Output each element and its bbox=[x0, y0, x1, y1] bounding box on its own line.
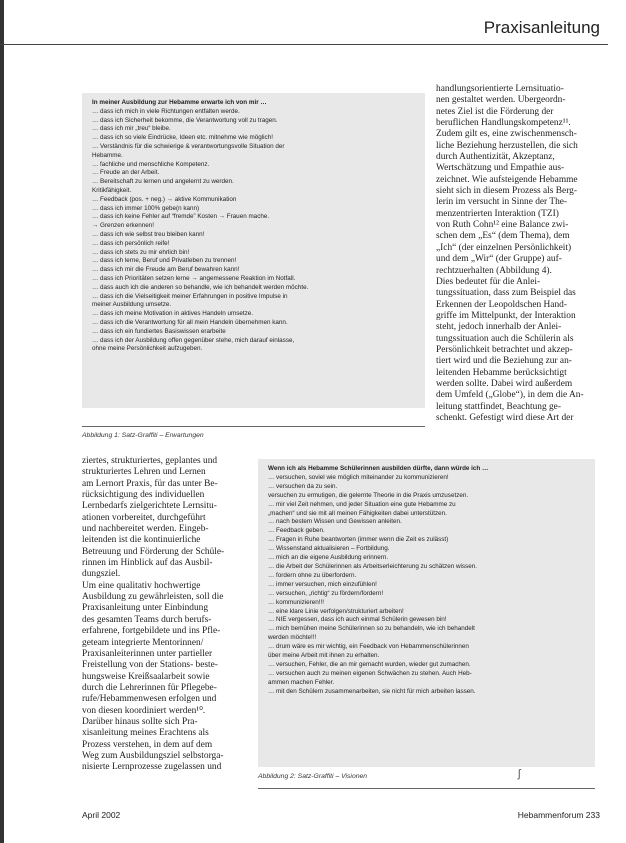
text-line: liche Beziehung herzustellen, die sich bbox=[436, 140, 578, 151]
section-header: Praxisanleitung bbox=[483, 18, 600, 37]
text-line: beruflichen Handlungskompetenz¹¹. bbox=[436, 118, 571, 129]
figure-2-line: … eine klare Linie verfolgen/strukturiert arbeiten! bbox=[268, 607, 404, 615]
caption-1-rule bbox=[82, 426, 425, 427]
text-line: erfahrene, fortgebildete und ins Pfle- bbox=[82, 626, 221, 637]
text-line: xisanleitung meines Erachtens als bbox=[82, 728, 209, 739]
figure-1-line: … dass ich ein fundiertes Basiswissen erarbeite bbox=[92, 327, 226, 335]
figure-1-line: … dass ich mir die Freude am Beruf bewahren kann! bbox=[92, 266, 240, 274]
figure-1-line: … Feedback (pos. + neg.) → aktive Kommunikation bbox=[92, 195, 237, 203]
text-line: Wertschätzung und Empathie aus- bbox=[436, 163, 565, 174]
figure-2-line: … Fragen in Ruhe beantworten (immer wenn die Zeit es zulässt) bbox=[268, 536, 449, 544]
text-line: leitenden Hebamme berücksichtigt bbox=[436, 367, 567, 378]
figure-1-line: Kritikfähigkeit. bbox=[92, 186, 132, 194]
figure-1-line: … dass ich immer 100% gebe(n kann) bbox=[92, 204, 200, 212]
text-line: Freistellung von der Stations- beste- bbox=[82, 660, 218, 671]
figure-1-line: … dass ich meine Motivation in aktives Handeln umsetze. bbox=[92, 310, 253, 318]
figure-1-line: … dass ich die Vielseitigkeit meiner Erfahrungen in positive Impulse in bbox=[92, 292, 288, 300]
figure-1-line: … dass ich persönlich reife! bbox=[92, 239, 170, 247]
text-line: netes Ziel ist die Förderung der bbox=[436, 106, 554, 117]
figure-2-line: … mit den Schülern zusammenarbeiten, sie nicht für mich arbeiten lassen. bbox=[268, 687, 476, 695]
figure-1-line: … dass ich die Verantwortung für all mein Handeln übernehmen kann. bbox=[92, 318, 288, 326]
figure-2-line: … immer versuchen, mich einzufühlen! bbox=[268, 580, 377, 588]
figure-2-line: … kommunizieren!!! bbox=[268, 598, 324, 606]
figure-2-line: … mich bemühen meine Schülerinnen so zu behandeln, wie ich behandelt bbox=[268, 625, 475, 633]
figure-2-line: über meine Arbeit mit ihnen zu erhalten. bbox=[268, 652, 380, 660]
left-column-text bbox=[82, 456, 247, 774]
text-line: Ausbildung zu gewährleisten, soll die bbox=[82, 592, 224, 603]
text-line: rufe/Hebammenwesen erfolgen und bbox=[82, 694, 217, 705]
text-line: dungsziel. bbox=[82, 569, 121, 580]
figure-1-line: → Grenzen erkennen! bbox=[92, 222, 154, 230]
figure-2-line: … mich an die eigene Ausbildung erinnern. bbox=[268, 554, 389, 562]
figure-1-line: … dass ich Sicherheit bekomme, die Verantwortung voll zu tragen. bbox=[92, 116, 278, 124]
figure-2-line: ammen machen Fehler. bbox=[268, 678, 335, 686]
figure-1-line: … fachliche und menschliche Kompetenz. bbox=[92, 160, 210, 168]
footer-journal-page: Hebammenforum 233 bbox=[517, 810, 600, 820]
figure-1-line: … dass ich so viele Eindrücke, Ideen etc. mitnehme wie möglich! bbox=[92, 134, 273, 142]
text-line: „Ich“ (der einzelnen Persönlichkeit) bbox=[436, 242, 572, 253]
figure-2-line: … NIE vergessen, dass ich auch einmal Schülerin gewesen bin! bbox=[268, 616, 447, 624]
figure-2-line: … versuchen auch zu meinen eigenen Schwächen zu stehen. Auch Heb- bbox=[268, 669, 472, 677]
figure-2-line: … die Arbeit der Schülerinnen als Arbeitserleichterung zu schätzen wissen. bbox=[268, 562, 477, 570]
text-line: des gesamten Teams durch berufs- bbox=[82, 614, 212, 625]
text-line: Um eine qualitativ hochwertige bbox=[82, 580, 201, 591]
figure-1-line: … dass ich der Ausbildung offen gegenüber stehe, mich darauf einlasse, bbox=[92, 336, 295, 344]
text-line: Persönlichkeit betrachtet und akzep- bbox=[436, 344, 573, 355]
text-line: schenkt. Gefestigt wird diese Art der bbox=[436, 412, 574, 423]
text-line: Praxisanleitung unter Einbindung bbox=[82, 603, 209, 614]
figure-1-line: … Freude an der Arbeit. bbox=[92, 169, 160, 177]
text-line: Zudem gilt es, eine zwischenmensch- bbox=[436, 129, 577, 140]
figure-1-line: … dass auch ich die anderen so behandle, wie ich behandelt werden möchte. bbox=[92, 283, 309, 291]
figure-1-line: … dass ich keine Fehler auf “fremde” Kosten → Frauen mache. bbox=[92, 213, 270, 221]
figure-2-lines bbox=[268, 474, 589, 697]
figure-1-caption: Abbildung 1: Satz-Graffiti – Erwartungen bbox=[82, 432, 204, 439]
figure-1-line: … dass ich wie selbst treu bleiben kann! bbox=[92, 230, 205, 238]
text-line: sieht sich in diesem Prozess als Berg- bbox=[436, 186, 577, 197]
figure-1-content bbox=[92, 99, 419, 354]
text-line: ziertes, strukturiertes, geplantes und bbox=[82, 456, 218, 466]
text-line: hungsweise Kreißsaalarbeit sowie bbox=[82, 671, 210, 682]
figure-2-line: „machen“ und sie mit all meinen Fähigkeiten dabei unterstützen. bbox=[268, 509, 447, 517]
text-line: Praxisanleiterinnen unter partieller bbox=[82, 648, 213, 659]
text-line: durch die Lehrerinnen für Pflegebe- bbox=[82, 682, 217, 693]
text-line: strukturiertes Lehren und Lernen bbox=[82, 467, 206, 478]
text-line: handlungsorientierte Lernsituatio- bbox=[436, 84, 564, 94]
figure-1-line: … dass ich mir „treu“ bleibe. bbox=[92, 125, 171, 133]
text-line: Weg zum Ausbildungsziel selbstorga- bbox=[82, 750, 224, 761]
figure-2-line: … versuchen, Fehler, die an mir gemacht wurden, wieder gut zumachen. bbox=[268, 660, 471, 668]
text-line: menzentrierten Interaktion (TZI) bbox=[436, 208, 559, 219]
figure-1-line: … dass ich stets zu mir ehrlich bin! bbox=[92, 248, 190, 256]
text-line: und nachbereitet werden. Eingeb- bbox=[82, 524, 209, 535]
right-column-text bbox=[436, 84, 604, 424]
text-line: Darüber hinaus sollte sich Pra- bbox=[82, 716, 198, 727]
text-line: dem Umfeld („Globe“), in dem die An- bbox=[436, 390, 584, 401]
text-line: nen gestaltet werden. Übergeordn- bbox=[436, 95, 566, 106]
text-line: Erkennen der Leopoldschen Hand- bbox=[436, 299, 567, 310]
figure-1-line: … Verständnis für die schwierige & verantwortungsvolle Situation der bbox=[92, 142, 285, 150]
figure-2-line: … nach bestem Wissen und Gewissen anleiten. bbox=[268, 518, 402, 526]
figure-1-line: … dass ich mich in viele Richtungen entfalten werde. bbox=[92, 107, 240, 115]
text-line: zeichnet. Wie aufsteigende Hebamme bbox=[436, 174, 578, 185]
margin-mark: ʃ bbox=[518, 768, 521, 780]
text-line: von diesen koordiniert werden¹⁰. bbox=[82, 705, 206, 716]
figure-2-line: … Feedback geben. bbox=[268, 527, 325, 535]
text-line: am Lernort Praxis, für das unter Be- bbox=[82, 478, 218, 489]
text-line: tungssituation auch die Schülerin als bbox=[436, 333, 574, 344]
figure-2-line: … Wissenstand aktualisieren – Fortbildung. bbox=[268, 545, 390, 553]
figure-1-line: … dass ich Prioritäten setzen lerne → angemessene Reaktion im Notfall. bbox=[92, 274, 296, 282]
figure-1-line: ohne meine Persönlichkeit aufzugeben. bbox=[92, 345, 203, 353]
figure-2-line: … fordern ohne zu überfordern. bbox=[268, 571, 357, 579]
figure-2-line: versuchen zu ermutigen, die gelernte Theorie in die Praxis umzusetzen. bbox=[268, 491, 469, 499]
text-line: rinnen im Hinblick auf das Ausbil- bbox=[82, 558, 213, 569]
caption-2-rule bbox=[258, 788, 595, 789]
page-edge-bar bbox=[0, 0, 4, 843]
header-rule bbox=[0, 44, 608, 45]
figure-1-line: meiner Ausbildung umsetze. bbox=[92, 301, 172, 309]
figure-1-box bbox=[82, 93, 425, 408]
text-line: ationen vorbereitet, durchgeführt bbox=[82, 512, 206, 523]
figure-2-content bbox=[268, 465, 589, 697]
text-line: Betreuung und Förderung der Schüle- bbox=[82, 546, 225, 557]
text-line: Lernbedarfs zielgerichtete Lernsitu- bbox=[82, 501, 217, 512]
text-line: von Ruth Cohn¹² eine Balance zwi- bbox=[436, 220, 569, 231]
figure-2-line: … versuchen da zu sein. bbox=[268, 482, 338, 490]
text-line: leitung stattfindet, Beachtung ge- bbox=[436, 401, 561, 412]
text-line: werden sollte. Dabei wird außerdem bbox=[436, 378, 573, 389]
figure-1-lines bbox=[92, 108, 419, 354]
text-line: tiert wird und die Beziehung zur an- bbox=[436, 356, 572, 367]
figure-2-line: … drum wäre es mir wichtig, ein Feedback von Hebammenschülerinnen bbox=[268, 643, 469, 651]
text-line: rechtzuerhalten (Abbildung 4). bbox=[436, 265, 552, 276]
text-line: leitenden ist die kontinuierliche bbox=[82, 535, 201, 546]
text-line: durch Authentizität, Akzeptanz, bbox=[436, 152, 555, 163]
footer-date: April 2002 bbox=[82, 810, 121, 820]
figure-2-line: werden möchte!!! bbox=[268, 634, 317, 642]
text-line: Dies bedeutet für die Anlei- bbox=[436, 276, 541, 287]
figure-1-line: … Bereitschaft zu lernen und angelernt zu werden. bbox=[92, 178, 234, 186]
text-line: steht, jedoch innerhalb der Anlei- bbox=[436, 322, 562, 333]
text-line: rücksichtigung des individuellen bbox=[82, 490, 205, 501]
text-line: nisierte Lernprozesse zugelassen und bbox=[82, 762, 222, 773]
text-line: griffe im Mittelpunkt, der Interaktion bbox=[436, 310, 576, 321]
figure-2-box bbox=[258, 459, 595, 767]
text-line: lerin im versucht in Sinne der The- bbox=[436, 197, 568, 208]
text-line: schen dem „Es“ (dem Thema), dem bbox=[436, 231, 570, 242]
text-line: und dem „Wir“ (der Gruppe) auf- bbox=[436, 254, 562, 265]
figure-1-title: In meiner Ausbildung zur Hebamme erwarte ich von mir … bbox=[92, 99, 267, 106]
figure-2-line: … versuchen, „richtig“ zu fördern/fordern! bbox=[268, 589, 384, 597]
figure-2-line: … versuchen, soviel wie möglich miteinander zu kommunizieren! bbox=[268, 473, 449, 481]
figure-1-line: … dass ich lerne, Beruf und Privatleben zu trennen! bbox=[92, 257, 237, 265]
text-line: Prozess verstehen, in dem auf dem bbox=[82, 739, 213, 750]
figure-2-line: … mir viel Zeit nehmen, und jeder Situation eine gute Hebamme zu bbox=[268, 500, 456, 508]
text-line: tungssituation, dass zum Beispiel das bbox=[436, 288, 576, 299]
figure-2-caption: Abbildung 2: Satz-Graffiti – Visionen bbox=[258, 773, 368, 780]
figure-2-title: Wenn ich als Hebamme Schülerinnen ausbilden dürfte, dann würde ich … bbox=[268, 465, 489, 472]
text-line: geteam integrierte Mentorinnen/ bbox=[82, 637, 204, 648]
figure-1-line: Hebamme. bbox=[92, 151, 123, 159]
